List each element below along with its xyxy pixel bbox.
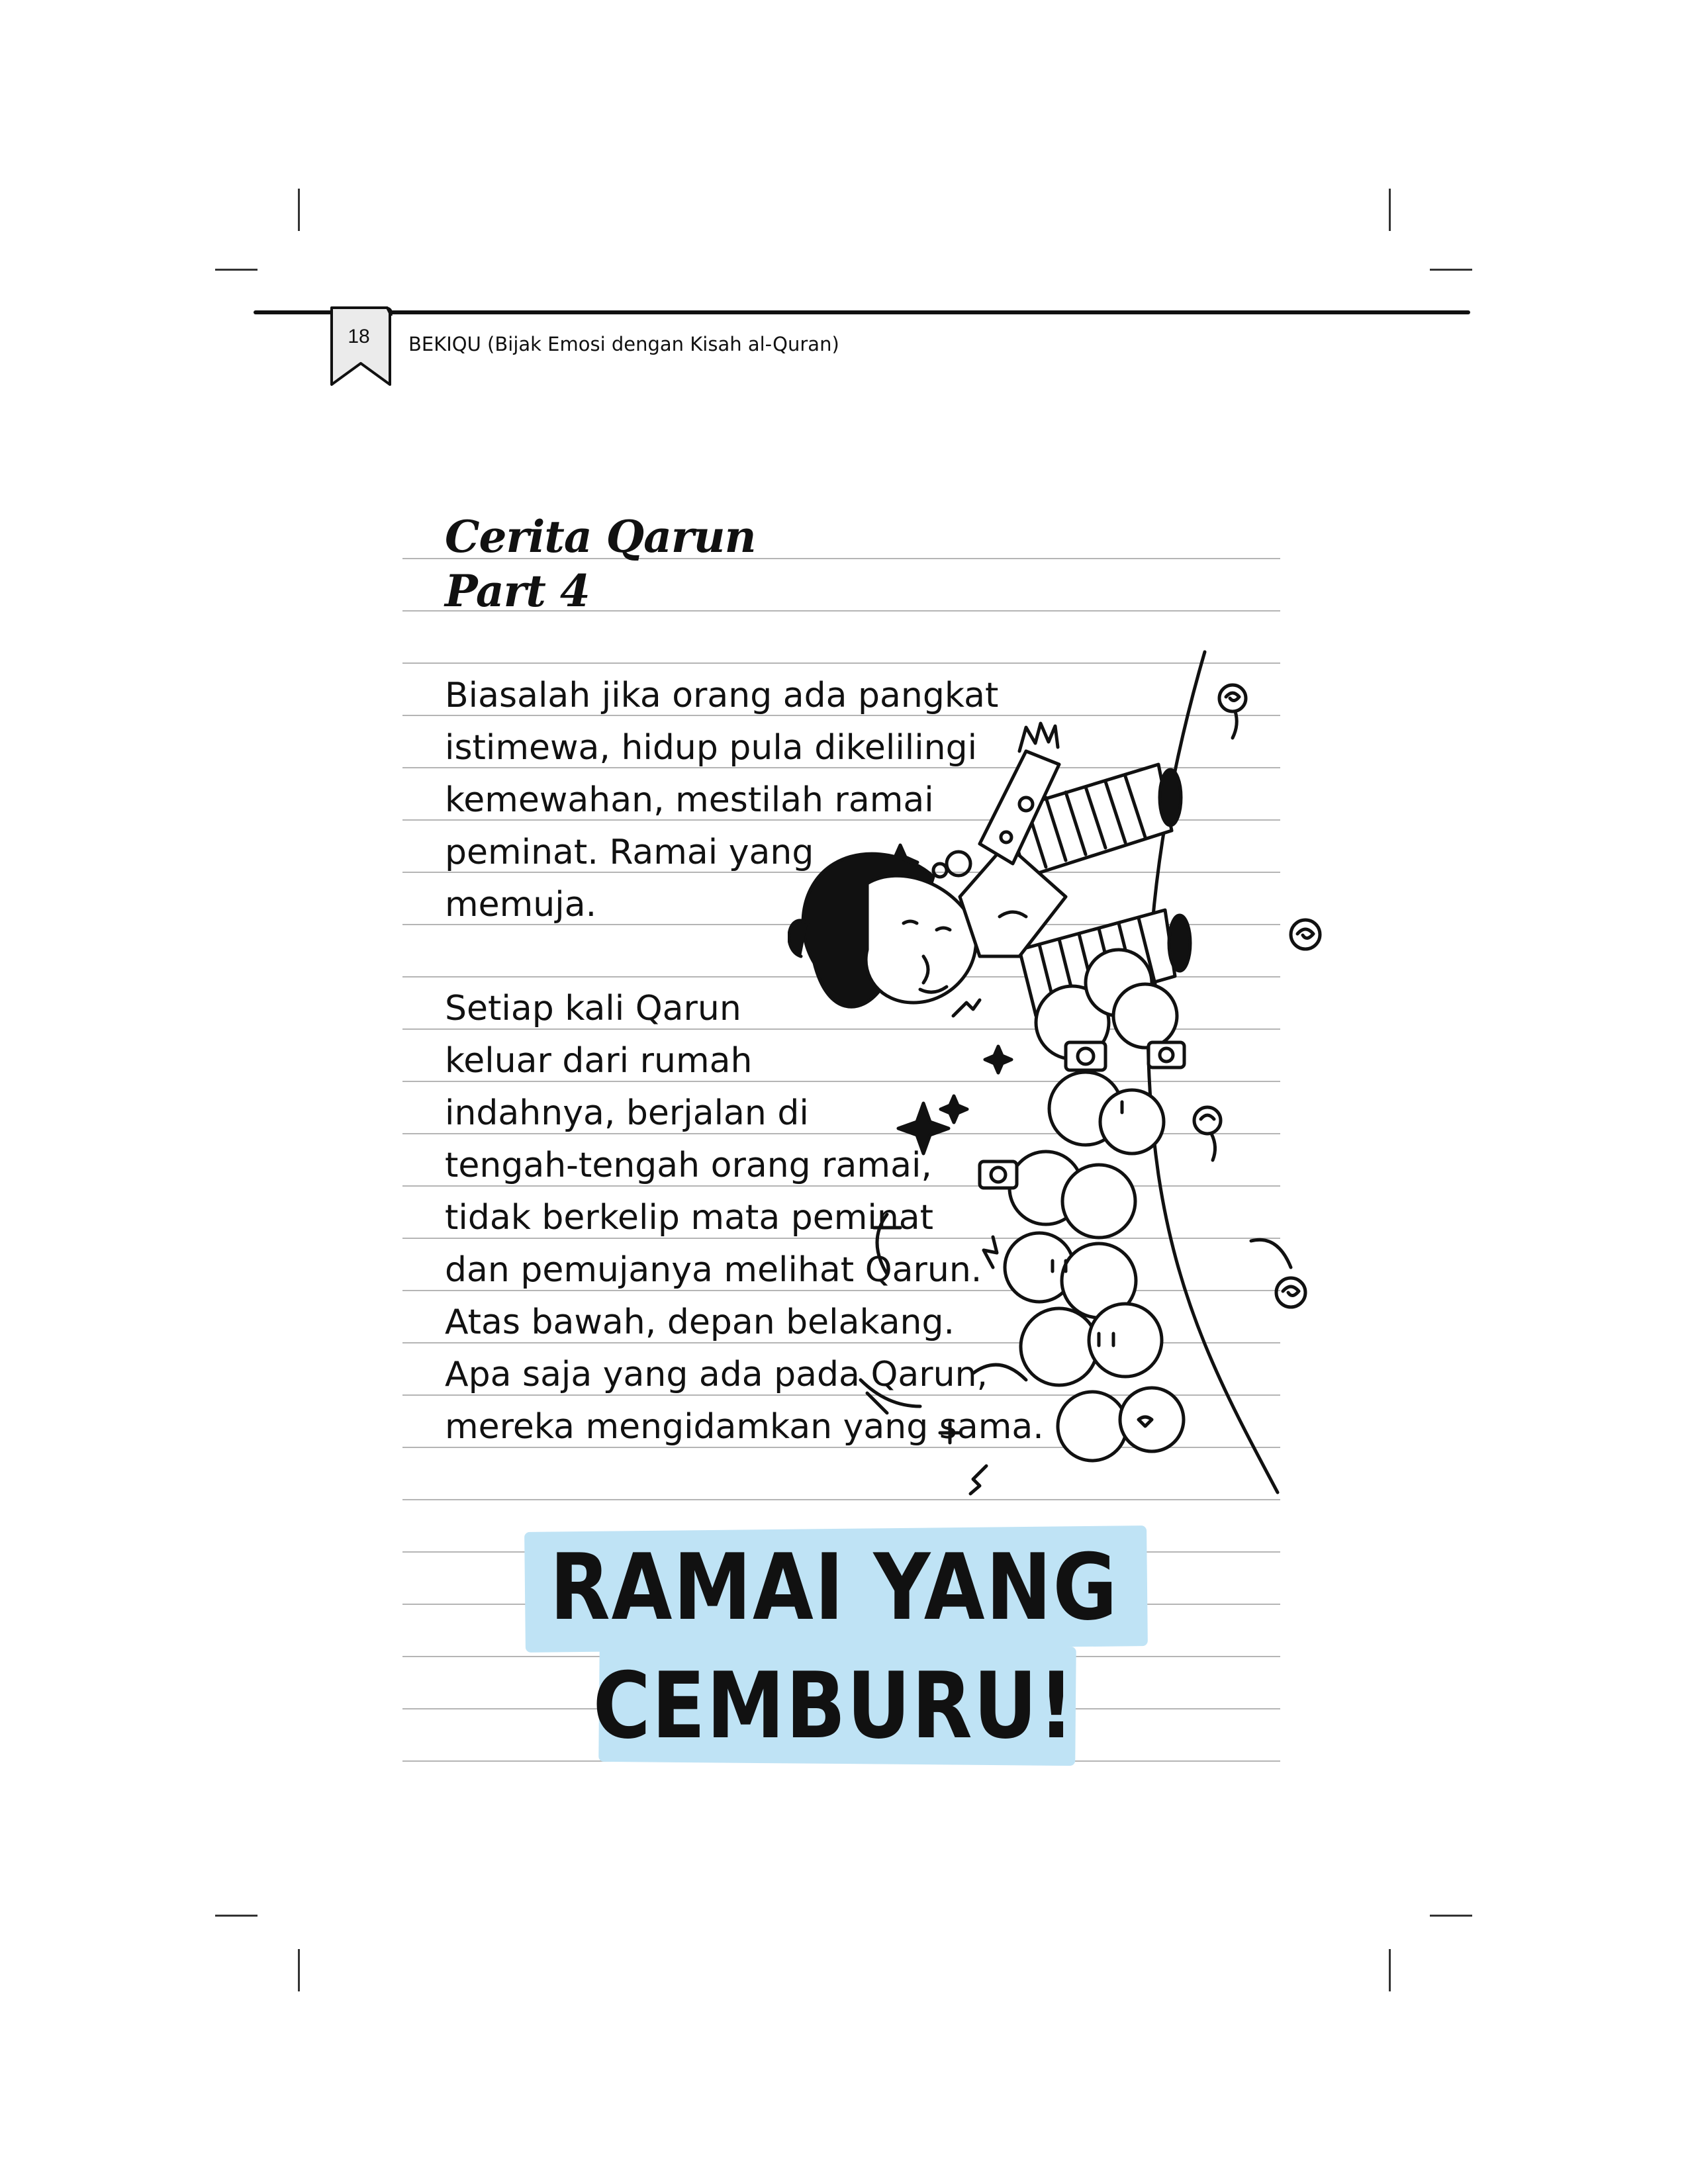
story-line: kemewahan, mestilah ramai — [445, 780, 934, 820]
story-line: dan pemujanya melihat Qarun. — [445, 1250, 982, 1290]
story-line: Apa saja yang ada pada Qarun, — [445, 1355, 988, 1394]
story-line: tidak berkelip mata peminat — [445, 1198, 934, 1238]
crop-mark — [1430, 1915, 1472, 1917]
camera-icon — [980, 1161, 1017, 1188]
story-line: Atas bawah, depan belakang. — [445, 1302, 955, 1342]
chapter-title — [445, 510, 756, 618]
camera-icon — [1066, 1042, 1105, 1070]
book-title: BEKIQU (Bijak Emosi dengan Kisah al-Quran) — [408, 333, 839, 355]
headline-line1: RAMAI YANG — [549, 1534, 1119, 1641]
crop-mark — [298, 1949, 300, 1991]
chapter-title-line1: Cerita Qarun — [445, 511, 756, 563]
headline-line2: CEMBURU! — [592, 1653, 1076, 1759]
rose-icon — [1194, 1107, 1221, 1160]
rose-icon — [1251, 1240, 1305, 1307]
story-line: Setiap kali Qarun — [445, 989, 741, 1028]
story-line: memuja. — [445, 885, 597, 925]
crop-mark — [1389, 189, 1391, 231]
crop-mark — [1430, 269, 1472, 271]
crowd-admiring-qarun-illustration — [788, 645, 1331, 1506]
story-line: Biasalah jika orang ada pangkat — [445, 676, 999, 715]
story-line: peminat. Ramai yang — [445, 833, 814, 872]
story-line: indahnya, berjalan di — [445, 1093, 809, 1133]
story-line: istimewa, hidup pula dikelilingi — [445, 728, 978, 768]
story-line: keluar dari rumah — [445, 1041, 753, 1081]
crop-mark — [298, 189, 300, 231]
crop-mark — [215, 1915, 258, 1917]
chapter-title-line2: Part 4 — [445, 565, 590, 617]
rose-icon — [1291, 920, 1320, 949]
crop-mark — [1389, 1949, 1391, 1991]
story-line: mereka mengidamkan yang sama. — [445, 1407, 1044, 1447]
page-number: 18 — [348, 326, 370, 347]
story-line: tengah-tengah orang ramai, — [445, 1146, 932, 1185]
crop-mark — [215, 269, 258, 271]
camera-icon — [1149, 1042, 1184, 1068]
rose-icon — [1219, 685, 1246, 738]
